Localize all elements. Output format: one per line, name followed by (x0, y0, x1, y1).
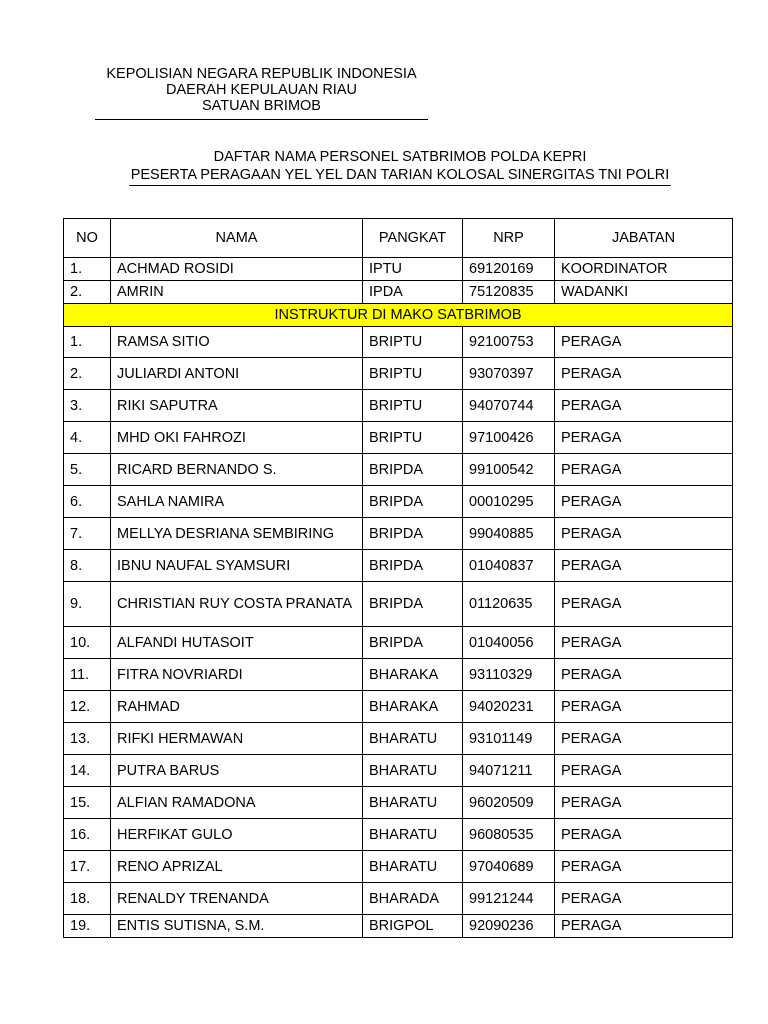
cell-nama: RAMSA SITIO (111, 327, 363, 358)
cell-nrp: 93110329 (463, 659, 555, 691)
cell-nrp: 00010295 (463, 486, 555, 518)
section-row (64, 304, 733, 327)
cell-nama: SAHLA NAMIRA (111, 486, 363, 518)
cell-no: 7. (64, 518, 111, 550)
table-row (64, 787, 733, 819)
cell-nama: CHRISTIAN RUY COSTA PRANATA (111, 582, 363, 627)
cell-no: 1. (64, 258, 111, 281)
cell-nrp: 01120635 (463, 582, 555, 627)
cell-no: 9. (64, 582, 111, 627)
cell-nama: IBNU NAUFAL SYAMSURI (111, 550, 363, 582)
cell-no: 14. (64, 755, 111, 787)
cell-no: 2. (64, 281, 111, 304)
table-row (64, 390, 733, 422)
document-title (105, 149, 695, 186)
table-row (64, 518, 733, 550)
cell-pangkat: BRIPDA (363, 582, 463, 627)
cell-jabatan: PERAGA (555, 486, 733, 518)
header-nama: NAMA (111, 219, 363, 258)
cell-pangkat: BRIPDA (363, 454, 463, 486)
cell-pangkat: BHARADA (363, 883, 463, 915)
cell-nrp: 92090236 (463, 915, 555, 938)
cell-nama: ACHMAD ROSIDI (111, 258, 363, 281)
cell-no: 18. (64, 883, 111, 915)
table-row (64, 550, 733, 582)
cell-nama: RIKI SAPUTRA (111, 390, 363, 422)
cell-nrp: 96080535 (463, 819, 555, 851)
cell-nama: ALFIAN RAMADONA (111, 787, 363, 819)
cell-no: 11. (64, 659, 111, 691)
table-row (64, 883, 733, 915)
cell-pangkat: BRIPTU (363, 422, 463, 454)
cell-pangkat: BHARATU (363, 819, 463, 851)
cell-no: 13. (64, 723, 111, 755)
table-row (64, 723, 733, 755)
table-body (64, 258, 733, 938)
cell-pangkat: BHARATU (363, 723, 463, 755)
cell-no: 4. (64, 422, 111, 454)
cell-nrp: 93101149 (463, 723, 555, 755)
cell-jabatan: PERAGA (555, 358, 733, 390)
cell-pangkat: BHARAKA (363, 659, 463, 691)
table-row (64, 627, 733, 659)
section-label: INSTRUKTUR DI MAKO SATBRIMOB (64, 304, 733, 327)
cell-pangkat: BRIPDA (363, 486, 463, 518)
cell-no: 5. (64, 454, 111, 486)
cell-jabatan: PERAGA (555, 851, 733, 883)
cell-jabatan: PERAGA (555, 755, 733, 787)
table-row (64, 327, 733, 358)
cell-pangkat: BHARATU (363, 851, 463, 883)
cell-pangkat: BRIPDA (363, 627, 463, 659)
cell-nama: FITRA NOVRIARDI (111, 659, 363, 691)
cell-jabatan: PERAGA (555, 518, 733, 550)
cell-nrp: 92100753 (463, 327, 555, 358)
header-pangkat: PANGKAT (363, 219, 463, 258)
cell-jabatan: PERAGA (555, 691, 733, 723)
letterhead-rule (95, 119, 428, 120)
cell-nama: RAHMAD (111, 691, 363, 723)
cell-jabatan: PERAGA (555, 390, 733, 422)
cell-jabatan: PERAGA (555, 627, 733, 659)
cell-nama: MELLYA DESRIANA SEMBIRING (111, 518, 363, 550)
cell-jabatan: PERAGA (555, 422, 733, 454)
cell-nrp: 93070397 (463, 358, 555, 390)
cell-no: 15. (64, 787, 111, 819)
title-line-2: PESERTA PERAGAAN YEL YEL DAN TARIAN KOLOSAL SINERGITAS TNI POLRI (129, 167, 672, 186)
cell-nrp: 99100542 (463, 454, 555, 486)
cell-no: 12. (64, 691, 111, 723)
header-no: NO (64, 219, 111, 258)
cell-jabatan: PERAGA (555, 915, 733, 938)
cell-pangkat: BHARATU (363, 787, 463, 819)
cell-no: 16. (64, 819, 111, 851)
cell-nama: ALFANDI HUTASOIT (111, 627, 363, 659)
table-row (64, 258, 733, 281)
cell-no: 2. (64, 358, 111, 390)
cell-nama: AMRIN (111, 281, 363, 304)
cell-no: 3. (64, 390, 111, 422)
table-row (64, 819, 733, 851)
cell-nama: RICARD BERNANDO S. (111, 454, 363, 486)
cell-nama: RIFKI HERMAWAN (111, 723, 363, 755)
cell-nrp: 97040689 (463, 851, 555, 883)
cell-jabatan: PERAGA (555, 327, 733, 358)
cell-nrp: 69120169 (463, 258, 555, 281)
title-line-1: DAFTAR NAMA PERSONEL SATBRIMOB POLDA KEPRI (213, 149, 587, 165)
cell-pangkat: BRIPDA (363, 518, 463, 550)
table-row (64, 659, 733, 691)
cell-nrp: 97100426 (463, 422, 555, 454)
cell-no: 8. (64, 550, 111, 582)
table-row (64, 582, 733, 627)
table-header-row (64, 219, 733, 258)
table-row (64, 691, 733, 723)
cell-pangkat: BRIPTU (363, 327, 463, 358)
cell-no: 10. (64, 627, 111, 659)
cell-nrp: 75120835 (463, 281, 555, 304)
cell-jabatan: PERAGA (555, 723, 733, 755)
cell-pangkat: BRIPTU (363, 358, 463, 390)
table-row (64, 281, 733, 304)
cell-no: 17. (64, 851, 111, 883)
cell-nrp: 01040837 (463, 550, 555, 582)
table-row (64, 851, 733, 883)
cell-pangkat: BHARAKA (363, 691, 463, 723)
cell-no: 1. (64, 327, 111, 358)
personnel-table (63, 218, 733, 938)
header-jabatan: JABATAN (555, 219, 733, 258)
cell-nama: RENALDY TRENANDA (111, 883, 363, 915)
cell-jabatan: PERAGA (555, 883, 733, 915)
cell-nrp: 96020509 (463, 787, 555, 819)
table-row (64, 915, 733, 938)
cell-pangkat: BRIPTU (363, 390, 463, 422)
cell-nama: HERFIKAT GULO (111, 819, 363, 851)
letterhead-line-2: DAERAH KEPULAUAN RIAU (166, 82, 357, 98)
cell-nrp: 94020231 (463, 691, 555, 723)
cell-nrp: 94070744 (463, 390, 555, 422)
cell-nama: ENTIS SUTISNA, S.M. (111, 915, 363, 938)
table-row (64, 755, 733, 787)
table-row (64, 486, 733, 518)
cell-jabatan: PERAGA (555, 582, 733, 627)
cell-jabatan: PERAGA (555, 659, 733, 691)
table-row (64, 422, 733, 454)
letterhead-line-1: KEPOLISIAN NEGARA REPUBLIK INDONESIA (106, 66, 417, 82)
cell-no: 19. (64, 915, 111, 938)
cell-jabatan: PERAGA (555, 454, 733, 486)
cell-jabatan: KOORDINATOR (555, 258, 733, 281)
cell-pangkat: BRIGPOL (363, 915, 463, 938)
cell-jabatan: WADANKI (555, 281, 733, 304)
cell-pangkat: BHARATU (363, 755, 463, 787)
cell-pangkat: IPDA (363, 281, 463, 304)
cell-nama: JULIARDI ANTONI (111, 358, 363, 390)
cell-jabatan: PERAGA (555, 550, 733, 582)
cell-nrp: 99040885 (463, 518, 555, 550)
letterhead-line-3: SATUAN BRIMOB (202, 98, 321, 114)
cell-pangkat: BRIPDA (363, 550, 463, 582)
cell-nama: RENO APRIZAL (111, 851, 363, 883)
cell-no: 6. (64, 486, 111, 518)
cell-nrp: 99121244 (463, 883, 555, 915)
cell-jabatan: PERAGA (555, 819, 733, 851)
table-row (64, 454, 733, 486)
table-row (64, 358, 733, 390)
cell-nama: MHD OKI FAHROZI (111, 422, 363, 454)
cell-nrp: 01040056 (463, 627, 555, 659)
cell-nama: PUTRA BARUS (111, 755, 363, 787)
header-nrp: NRP (463, 219, 555, 258)
cell-nrp: 94071211 (463, 755, 555, 787)
letterhead (95, 66, 428, 114)
cell-pangkat: IPTU (363, 258, 463, 281)
cell-jabatan: PERAGA (555, 787, 733, 819)
